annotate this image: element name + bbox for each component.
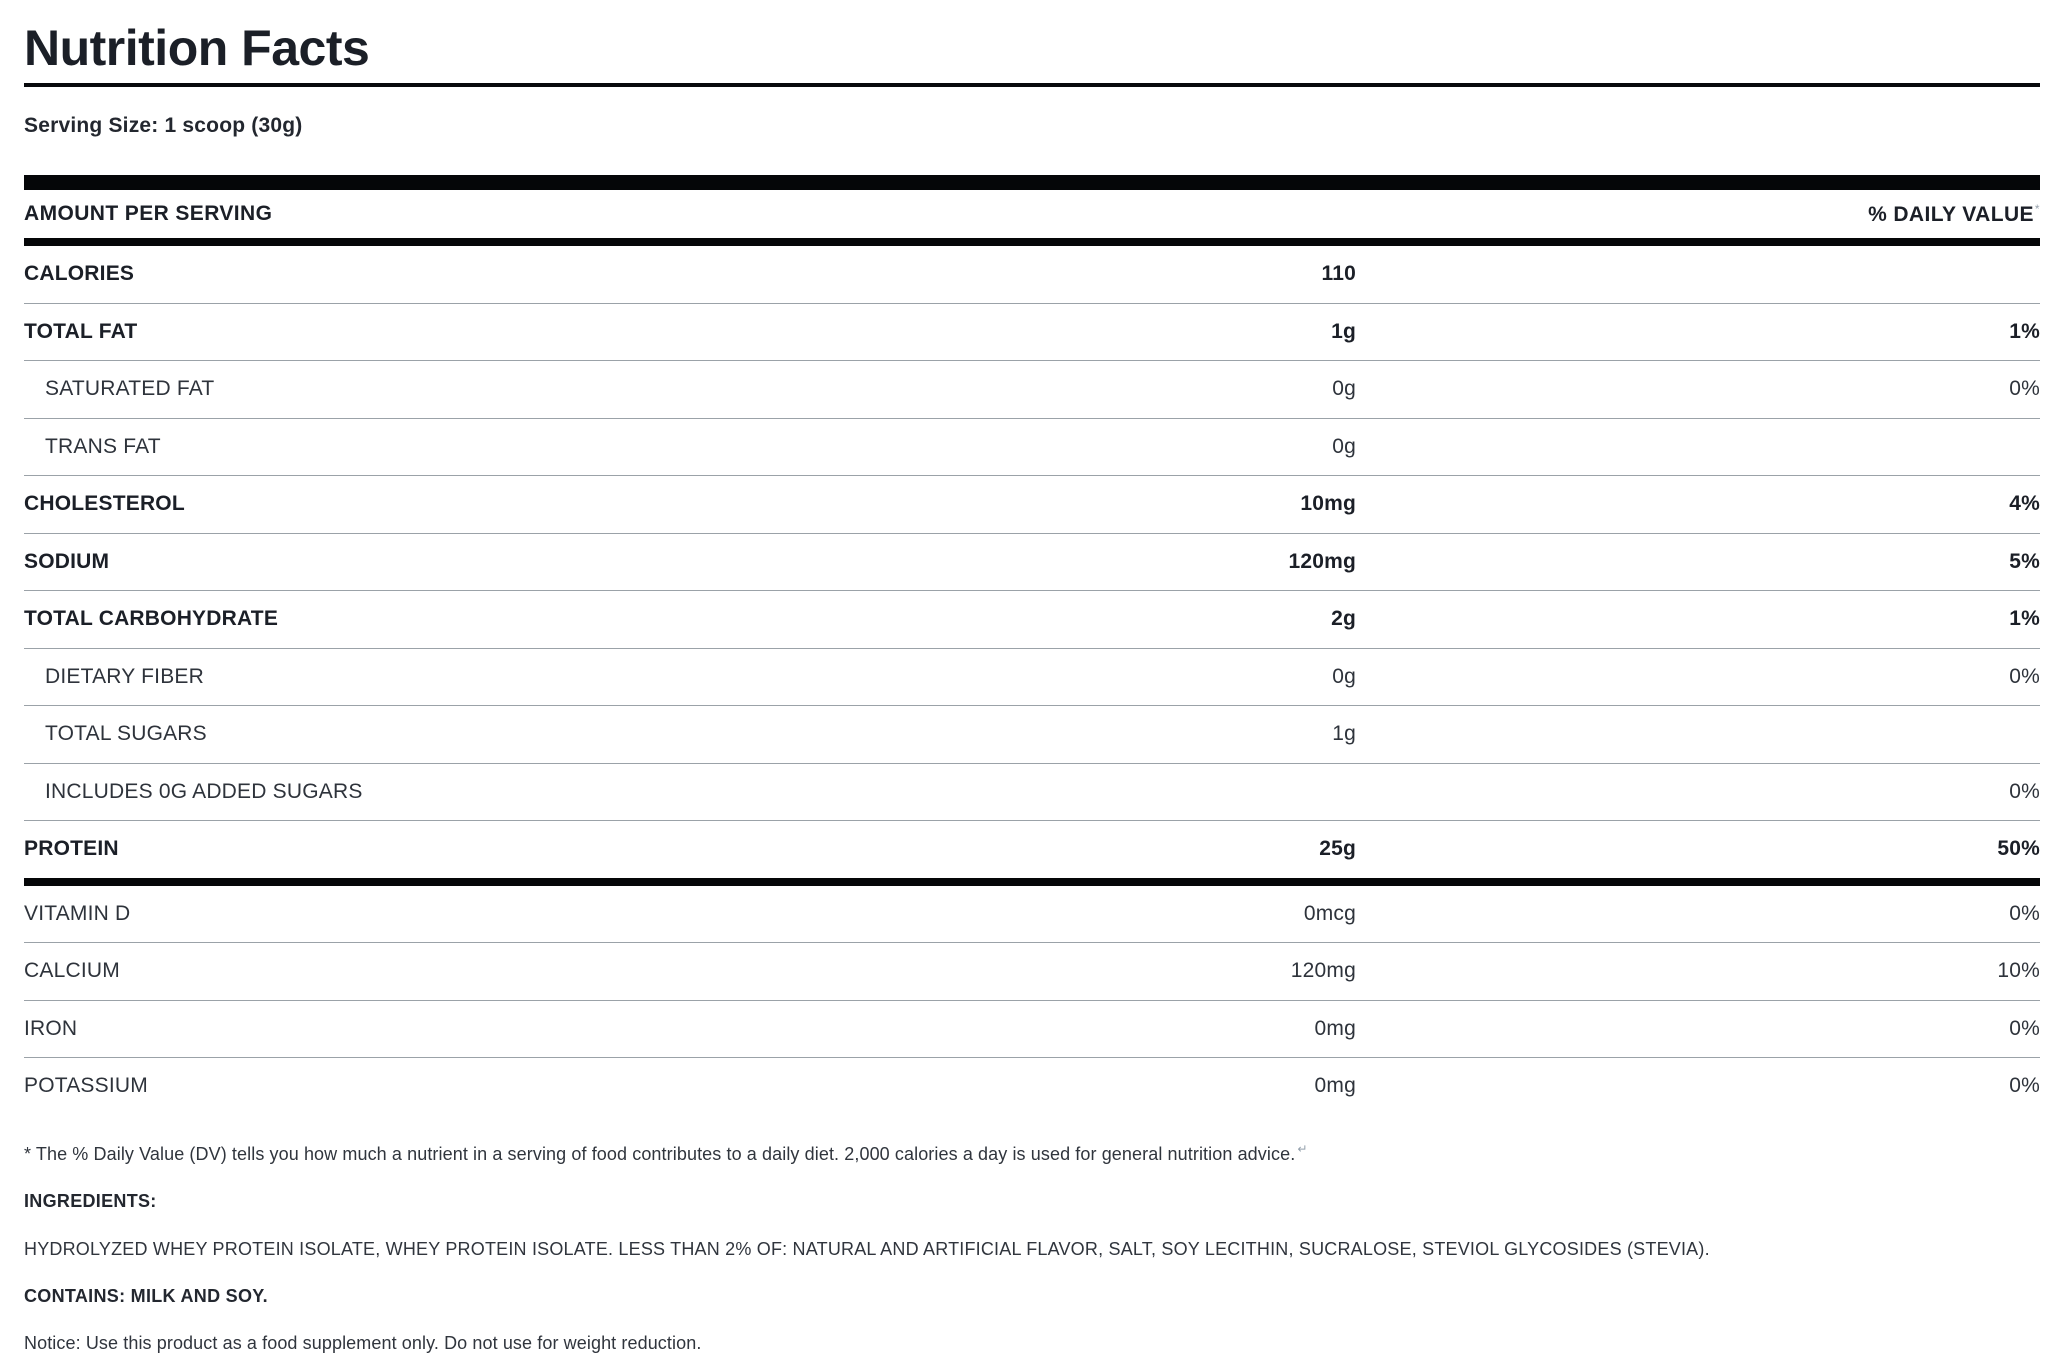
nutrient-daily-value: 0% <box>2009 1074 2040 1098</box>
daily-value-header: % DAILY VALUE* <box>1868 201 2040 226</box>
nutrient-row <box>24 476 2040 534</box>
nutrient-label: TOTAL FAT <box>24 319 138 343</box>
nutrient-amount: 0mg <box>1314 1074 1356 1098</box>
nutrient-row <box>24 419 2040 477</box>
nutrient-amount: 1g <box>1332 722 1356 746</box>
top-thick-bar <box>24 175 2040 190</box>
nutrient-amount: 1g <box>1331 319 1356 343</box>
nutrient-rows <box>24 246 2040 878</box>
nutrient-row <box>24 764 2040 822</box>
nutrient-row <box>24 361 2040 419</box>
ingredients-list: HYDROLYZED WHEY PROTEIN ISOLATE, WHEY PROTEIN ISOLATE. LESS THAN 2% OF: NATURAL AND ARTIFICIAL FLAVOR, SALT, SOY LECITHIN, SUCRALOSE, STEVIOL GLYCOSIDES (STEVIA). <box>24 1238 1710 1259</box>
nutrient-row <box>24 246 2040 304</box>
nutrient-row <box>24 886 2040 944</box>
nutrient-amount: 110 <box>1321 262 1356 286</box>
nutrient-label: SODIUM <box>24 549 110 573</box>
nutrient-daily-value: 0% <box>2009 664 2040 688</box>
nutrient-daily-value: 10% <box>1997 959 2040 983</box>
nutrient-row <box>24 706 2040 764</box>
daily-value-asterisk: * <box>2034 201 2040 216</box>
nutrient-label: SATURATED FAT <box>45 377 215 401</box>
nutrient-amount: 2g <box>1331 607 1356 631</box>
nutrient-daily-value: 50% <box>1997 837 2040 861</box>
nutrient-label: PROTEIN <box>24 837 119 861</box>
nutrient-label: CHOLESTEROL <box>24 492 185 516</box>
header-divider-bar <box>24 238 2040 246</box>
nutrient-daily-value: 1% <box>2009 607 2040 631</box>
nutrient-daily-value: 4% <box>2009 492 2040 516</box>
nutrient-label: TRANS FAT <box>45 434 161 458</box>
nutrient-label: VITAMIN D <box>24 901 131 925</box>
nutrient-label: TOTAL SUGARS <box>45 722 207 746</box>
nutrient-row <box>24 1001 2040 1059</box>
page-title: Nutrition Facts <box>24 20 370 76</box>
table-header-row <box>24 190 2040 238</box>
title-divider <box>24 83 2040 87</box>
nutrient-row <box>24 943 2040 1001</box>
amount-per-serving-header: AMOUNT PER SERVING <box>24 202 273 225</box>
nutrient-row <box>24 591 2040 649</box>
nutrient-row <box>24 649 2040 707</box>
nutrient-label: DIETARY FIBER <box>45 664 204 688</box>
nutrient-row <box>24 534 2040 592</box>
allergen-statement: CONTAINS: MILK AND SOY. <box>24 1285 268 1306</box>
nutrient-daily-value: 1% <box>2009 319 2040 343</box>
nutrient-daily-value: 0% <box>2009 377 2040 401</box>
nutrient-label: INCLUDES 0G ADDED SUGARS <box>45 779 363 803</box>
nutrient-amount: 120mg <box>1288 549 1356 573</box>
ingredients-heading: INGREDIENTS: <box>24 1190 157 1211</box>
micronutrient-rows <box>24 886 2040 1115</box>
nutrient-amount: 0mcg <box>1303 901 1356 925</box>
nutrient-daily-value: 5% <box>2009 549 2040 573</box>
serving-size-text: Serving Size: 1 scoop (30g) <box>24 114 303 137</box>
nutrient-label: CALCIUM <box>24 959 120 983</box>
nutrient-label: IRON <box>24 1016 78 1040</box>
nutrient-daily-value: 0% <box>2009 1016 2040 1040</box>
nutrient-amount: 120mg <box>1290 959 1356 983</box>
nutrient-label: TOTAL CARBOHYDRATE <box>24 607 279 631</box>
usage-notice: Notice: Use this product as a food supplement only. Do not use for weight reduction. <box>24 1332 702 1353</box>
nutrient-daily-value: 0% <box>2009 901 2040 925</box>
daily-value-footnote: * The % Daily Value (DV) tells you how much a nutrient in a serving of food contributes to a daily diet. 2,000 calories a day is used for general nutrition advice. ↵ <box>24 1141 1308 1164</box>
nutrient-row <box>24 821 2040 878</box>
return-mark: ↵ <box>1297 1141 1308 1156</box>
nutrient-amount: 0g <box>1332 377 1356 401</box>
nutrient-amount: 0g <box>1332 664 1356 688</box>
nutrient-amount: 25g <box>1319 837 1356 861</box>
nutrient-row <box>24 1058 2040 1115</box>
protein-divider-bar <box>24 878 2040 886</box>
nutrient-daily-value: 0% <box>2009 779 2040 803</box>
nutrient-amount: 0mg <box>1314 1016 1356 1040</box>
nutrient-row <box>24 304 2040 362</box>
nutrient-amount: 10mg <box>1300 492 1356 516</box>
nutrient-label: CALORIES <box>24 262 135 286</box>
nutrient-amount: 0g <box>1332 434 1356 458</box>
nutrient-label: POTASSIUM <box>24 1074 148 1098</box>
